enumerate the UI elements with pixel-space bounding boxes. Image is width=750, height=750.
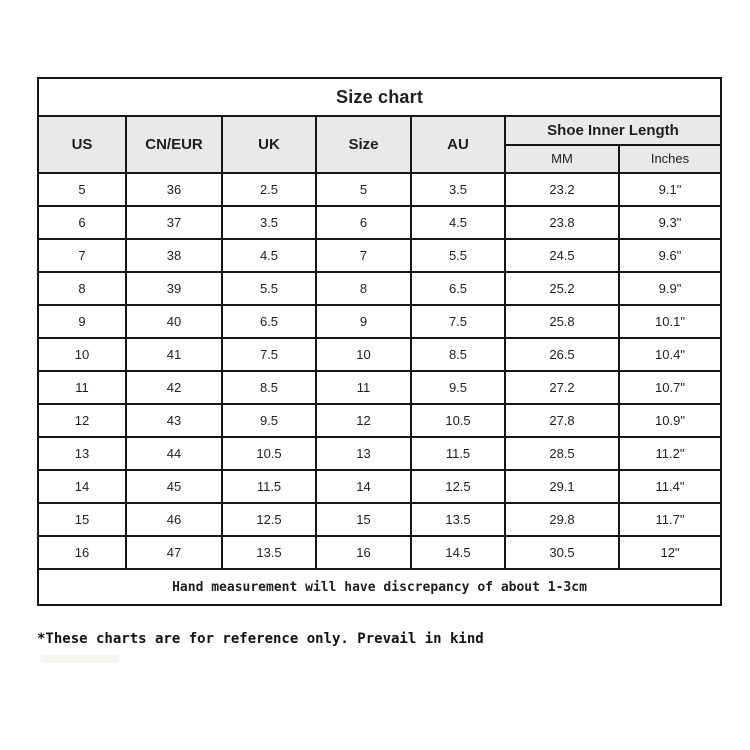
table-cell: 23.2 [505, 173, 619, 206]
table-cell: 11.5 [222, 470, 316, 503]
table-cell: 16 [316, 536, 411, 569]
table-row [38, 503, 721, 536]
table-cell: 13 [38, 437, 126, 470]
table-cell: 39 [126, 272, 222, 305]
table-cell: 9.3" [619, 206, 721, 239]
table-cell: 5.5 [411, 239, 505, 272]
table-cell: 29.1 [505, 470, 619, 503]
table-cell: 15 [38, 503, 126, 536]
table-cell: 42 [126, 371, 222, 404]
table-cell: 5 [38, 173, 126, 206]
column-header-au: AU [411, 116, 505, 173]
table-row [38, 371, 721, 404]
table-header-row [38, 116, 721, 145]
table-cell: 15 [316, 503, 411, 536]
table-cell: 27.2 [505, 371, 619, 404]
table-cell: 7 [316, 239, 411, 272]
table-row [38, 338, 721, 371]
table-cell: 9.1" [619, 173, 721, 206]
table-cell: 25.2 [505, 272, 619, 305]
table-cell: 6.5 [411, 272, 505, 305]
table-cell: 12 [316, 404, 411, 437]
table-cell: 7.5 [222, 338, 316, 371]
table-cell: 38 [126, 239, 222, 272]
table-cell: 36 [126, 173, 222, 206]
table-cell: 11.7" [619, 503, 721, 536]
table-cell: 8 [38, 272, 126, 305]
table-cell: 29.8 [505, 503, 619, 536]
table-row [38, 206, 721, 239]
table-cell: 2.5 [222, 173, 316, 206]
table-row [38, 437, 721, 470]
table-cell: 40 [126, 305, 222, 338]
measurement-note: Hand measurement will have discrepancy of about 1-3cm [38, 569, 721, 605]
table-title-row [38, 78, 721, 116]
table-cell: 43 [126, 404, 222, 437]
table-cell: 3.5 [411, 173, 505, 206]
table-cell: 3.5 [222, 206, 316, 239]
table-cell: 11.5 [411, 437, 505, 470]
table-cell: 9.5 [411, 371, 505, 404]
table-cell: 10.1" [619, 305, 721, 338]
table-cell: 12" [619, 536, 721, 569]
column-header-size: Size [316, 116, 411, 173]
table-cell: 11 [38, 371, 126, 404]
table-cell: 10 [316, 338, 411, 371]
table-cell: 14 [38, 470, 126, 503]
column-header-mm: MM [505, 145, 619, 174]
column-header-shoe-inner-length: Shoe Inner Length [505, 116, 721, 145]
table-cell: 23.8 [505, 206, 619, 239]
table-cell: 9.9" [619, 272, 721, 305]
table-cell: 28.5 [505, 437, 619, 470]
table-row [38, 173, 721, 206]
table-cell: 12.5 [222, 503, 316, 536]
table-cell: 12 [38, 404, 126, 437]
table-row [38, 404, 721, 437]
table-cell: 5 [316, 173, 411, 206]
table-cell: 14 [316, 470, 411, 503]
table-cell: 30.5 [505, 536, 619, 569]
table-cell: 8.5 [411, 338, 505, 371]
table-cell: 6.5 [222, 305, 316, 338]
size-table-body [38, 173, 721, 569]
table-cell: 46 [126, 503, 222, 536]
table-cell: 13 [316, 437, 411, 470]
table-cell: 37 [126, 206, 222, 239]
table-cell: 14.5 [411, 536, 505, 569]
table-title: Size chart [38, 78, 721, 116]
table-cell: 10 [38, 338, 126, 371]
table-cell: 4.5 [411, 206, 505, 239]
table-cell: 12.5 [411, 470, 505, 503]
table-cell: 7.5 [411, 305, 505, 338]
table-cell: 45 [126, 470, 222, 503]
column-header-us: US [38, 116, 126, 173]
table-cell: 13.5 [411, 503, 505, 536]
table-cell: 13.5 [222, 536, 316, 569]
table-cell: 6 [316, 206, 411, 239]
table-cell: 9.5 [222, 404, 316, 437]
table-row [38, 272, 721, 305]
table-cell: 9 [38, 305, 126, 338]
table-cell: 10.9" [619, 404, 721, 437]
table-cell: 11.4" [619, 470, 721, 503]
table-row [38, 305, 721, 338]
table-cell: 11.2" [619, 437, 721, 470]
table-footer-row [38, 569, 721, 605]
table-cell: 25.8 [505, 305, 619, 338]
table-row [38, 536, 721, 569]
table-cell: 27.8 [505, 404, 619, 437]
table-cell: 10.4" [619, 338, 721, 371]
table-cell: 9.6" [619, 239, 721, 272]
table-cell: 11 [316, 371, 411, 404]
table-cell: 24.5 [505, 239, 619, 272]
table-cell: 4.5 [222, 239, 316, 272]
table-cell: 47 [126, 536, 222, 569]
column-header-inches: Inches [619, 145, 721, 174]
reference-disclaimer: *These charts are for reference only. Prevail in kind [37, 631, 484, 647]
table-cell: 10.5 [222, 437, 316, 470]
size-chart-table [37, 77, 722, 606]
column-header-uk: UK [222, 116, 316, 173]
table-cell: 8 [316, 272, 411, 305]
faint-watermark-smudge [40, 655, 120, 663]
table-cell: 10.5 [411, 404, 505, 437]
table-row [38, 470, 721, 503]
column-header-cn-eur: CN/EUR [126, 116, 222, 173]
table-row [38, 239, 721, 272]
table-cell: 6 [38, 206, 126, 239]
table-cell: 16 [38, 536, 126, 569]
table-cell: 7 [38, 239, 126, 272]
table-cell: 41 [126, 338, 222, 371]
table-cell: 8.5 [222, 371, 316, 404]
table-cell: 26.5 [505, 338, 619, 371]
table-cell: 5.5 [222, 272, 316, 305]
table-cell: 44 [126, 437, 222, 470]
table-cell: 10.7" [619, 371, 721, 404]
table-cell: 9 [316, 305, 411, 338]
